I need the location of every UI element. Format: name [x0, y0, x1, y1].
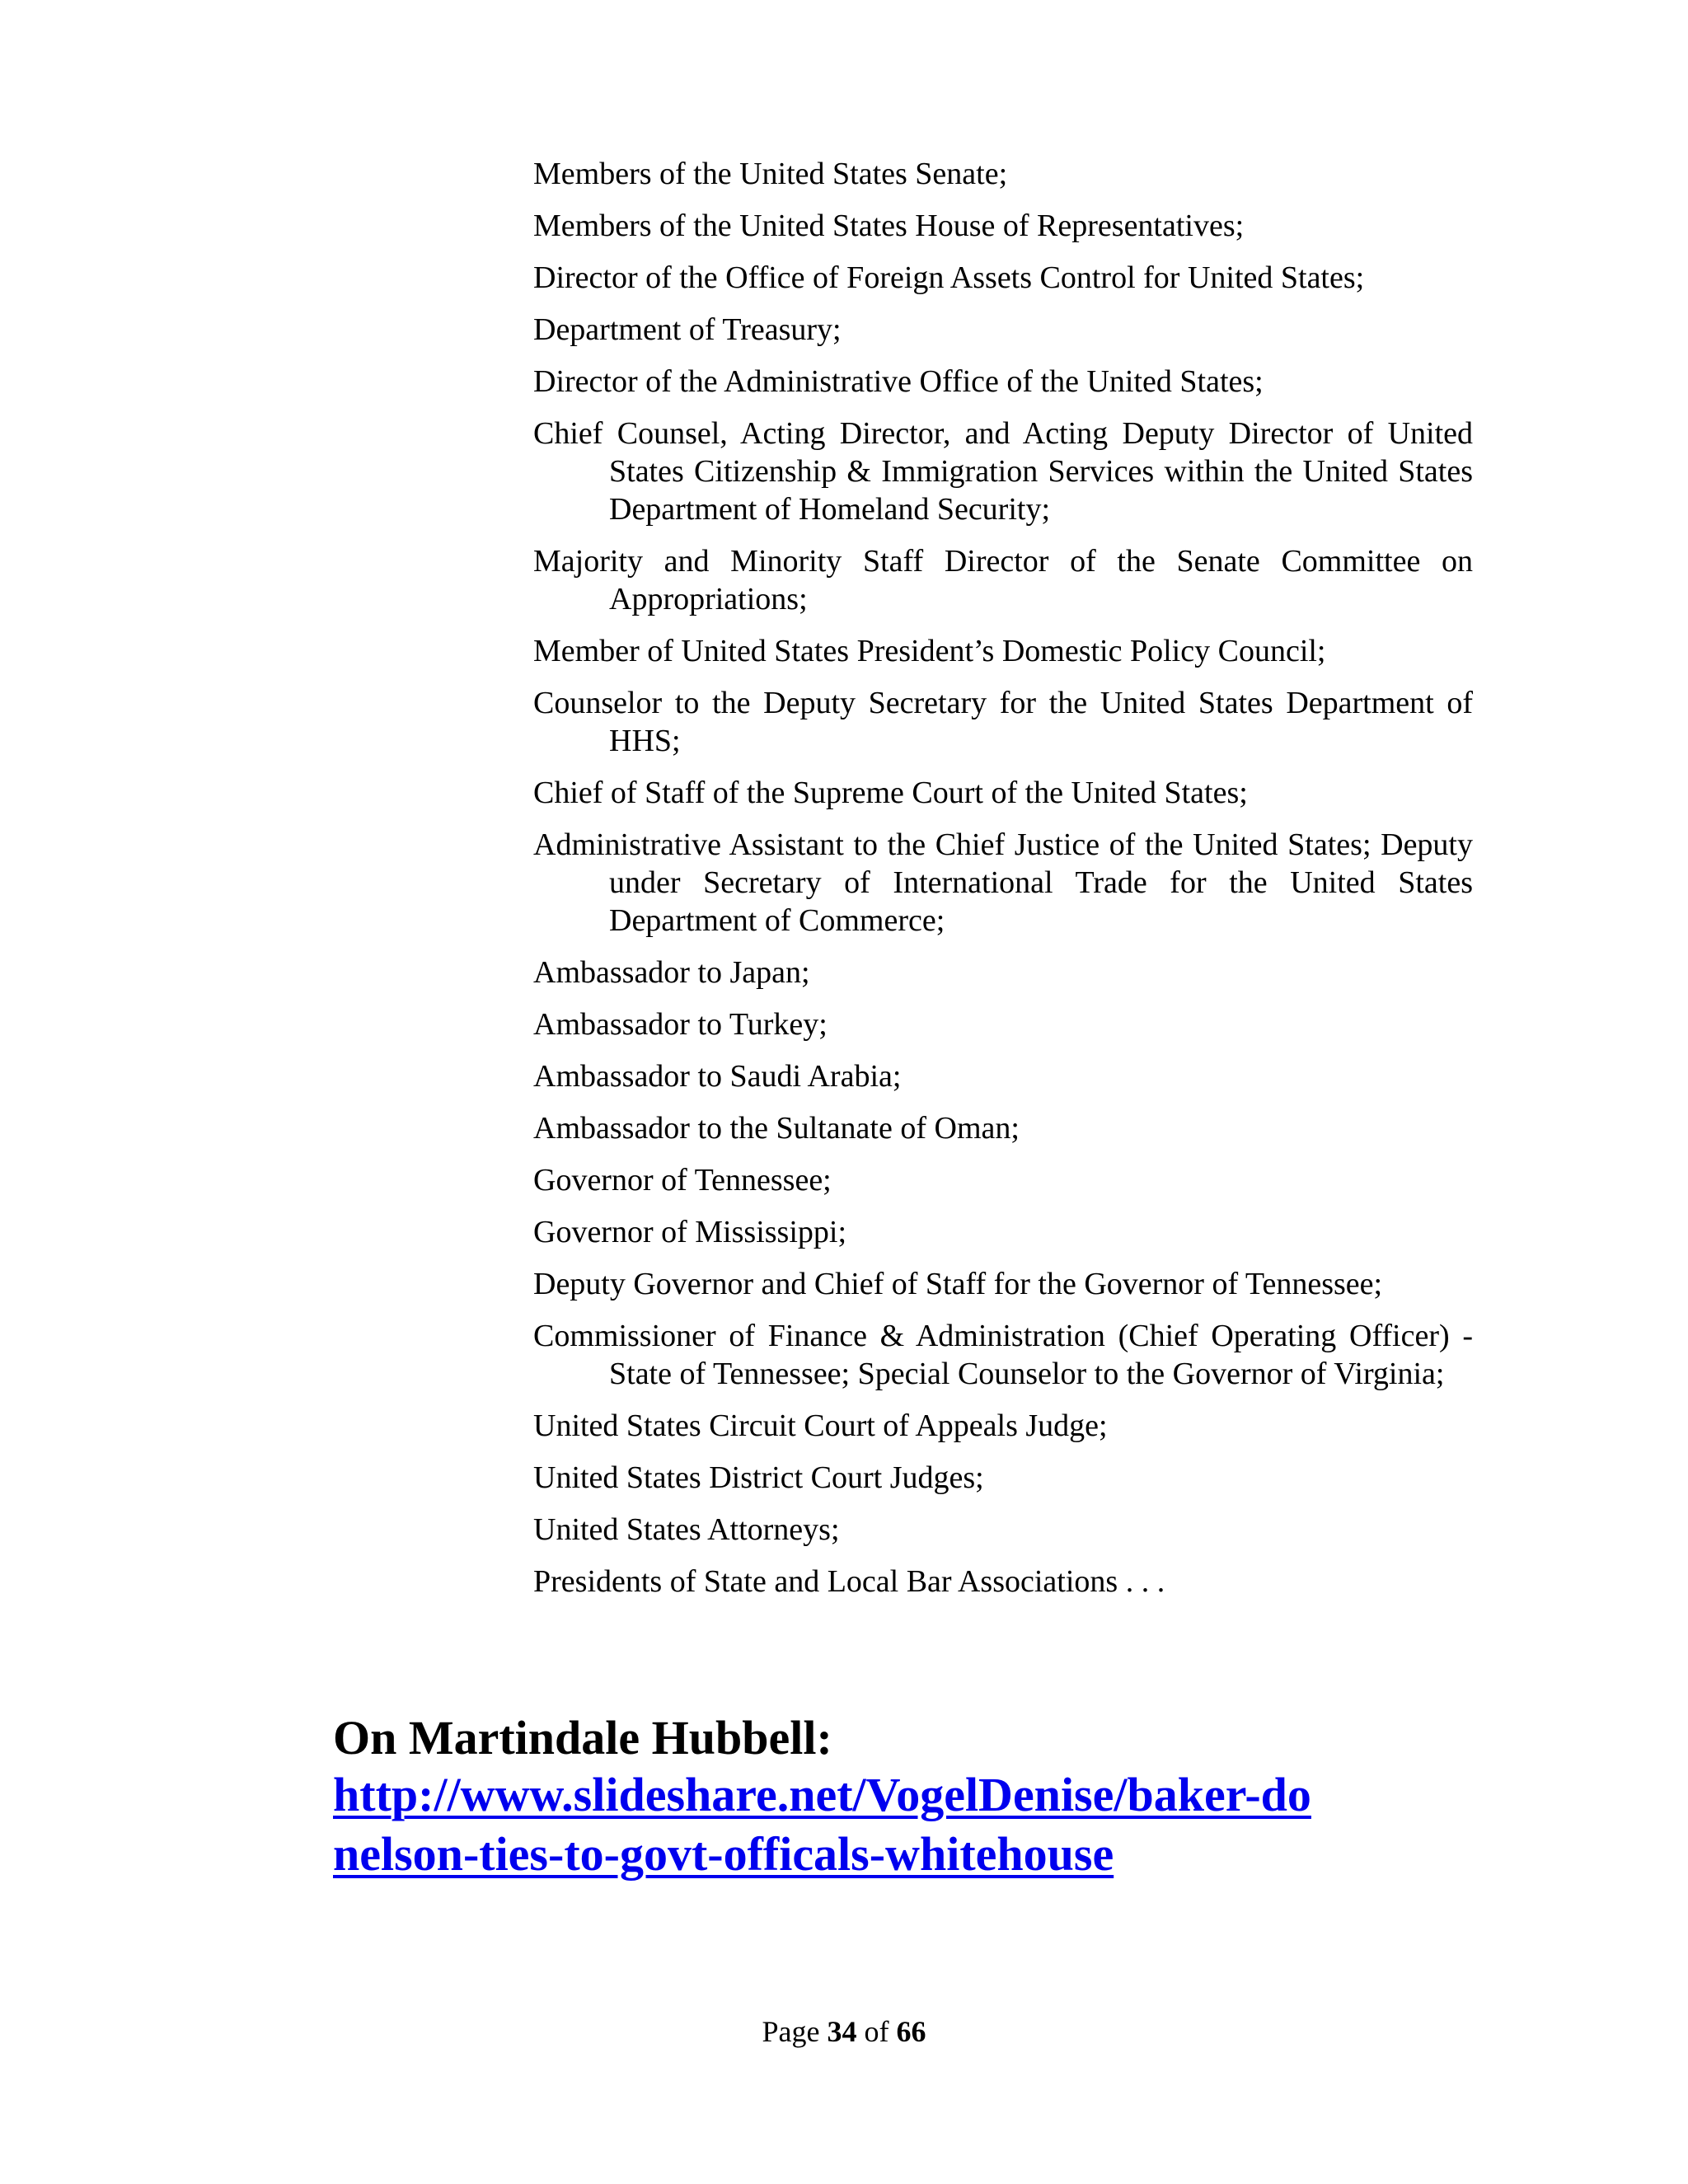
section-heading: On Martindale Hubbell: — [333, 1711, 832, 1765]
list-item: United States Attorneys; — [533, 1512, 840, 1547]
list-item: Members of the United States Senate; — [533, 157, 1008, 191]
list-item: Ambassador to the Sultanate of Oman; — [533, 1111, 1020, 1146]
list-item: Chief of Staff of the Supreme Court of the United States; — [533, 776, 1248, 810]
list-item: Department of Treasury; — [533, 312, 842, 347]
list-item: Governor of Tennessee; — [533, 1163, 832, 1197]
list-item: Ambassador to Japan; — [533, 955, 810, 990]
list-item: Majority and Minority Staff Director of the Senate Committee on Appropriations; — [533, 544, 1473, 616]
of-label: of — [864, 2015, 889, 2048]
list-item: United States Circuit Court of Appeals Judge; — [533, 1408, 1108, 1443]
list-item: Administrative Assistant to the Chief Justice of the United States; Deputy under Secretary of International Trade for the United States Department of Commerce; — [533, 827, 1473, 938]
list-item: Counselor to the Deputy Secretary for the United States Department of HHS; — [533, 686, 1473, 758]
total-pages-number: 66 — [896, 2015, 926, 2048]
list-item: Ambassador to Saudi Arabia; — [533, 1059, 902, 1094]
list-item: Ambassador to Turkey; — [533, 1007, 828, 1042]
martindale-section — [333, 1711, 1536, 1884]
list-item: Chief Counsel, Acting Director, and Acting Deputy Director of United States Citizenship & Immigration Services within the United States Department of Homeland Security; — [533, 416, 1473, 527]
list-item: Governor of Mississippi; — [533, 1215, 846, 1249]
list-item: Members of the United States House of Representatives; — [533, 209, 1245, 243]
list-item: Director of the Office of Foreign Assets Control for United States; — [533, 260, 1365, 295]
slideshare-link[interactable]: http://www.slideshare.net/VogelDenise/baker-donelson-ties-to-govt-officals-whitehouse — [333, 1768, 1311, 1881]
list-item: Presidents of State and Local Bar Associations . . . — [533, 1564, 1165, 1599]
officials-list — [533, 155, 1473, 1615]
page-footer — [0, 2013, 1688, 2050]
current-page-number: 34 — [827, 2015, 857, 2048]
list-item: Deputy Governor and Chief of Staff for the Governor of Tennessee; — [533, 1267, 1383, 1301]
list-item: Director of the Administrative Office of the United States; — [533, 364, 1264, 399]
page-label: Page — [762, 2015, 820, 2048]
list-item: United States District Court Judges; — [533, 1460, 984, 1495]
list-item: Commissioner of Finance & Administration (Chief Operating Officer) - State of Tennessee; Special Counselor to the Governor of Virginia; — [533, 1319, 1473, 1391]
list-item: Member of United States President’s Domestic Policy Council; — [533, 634, 1326, 668]
